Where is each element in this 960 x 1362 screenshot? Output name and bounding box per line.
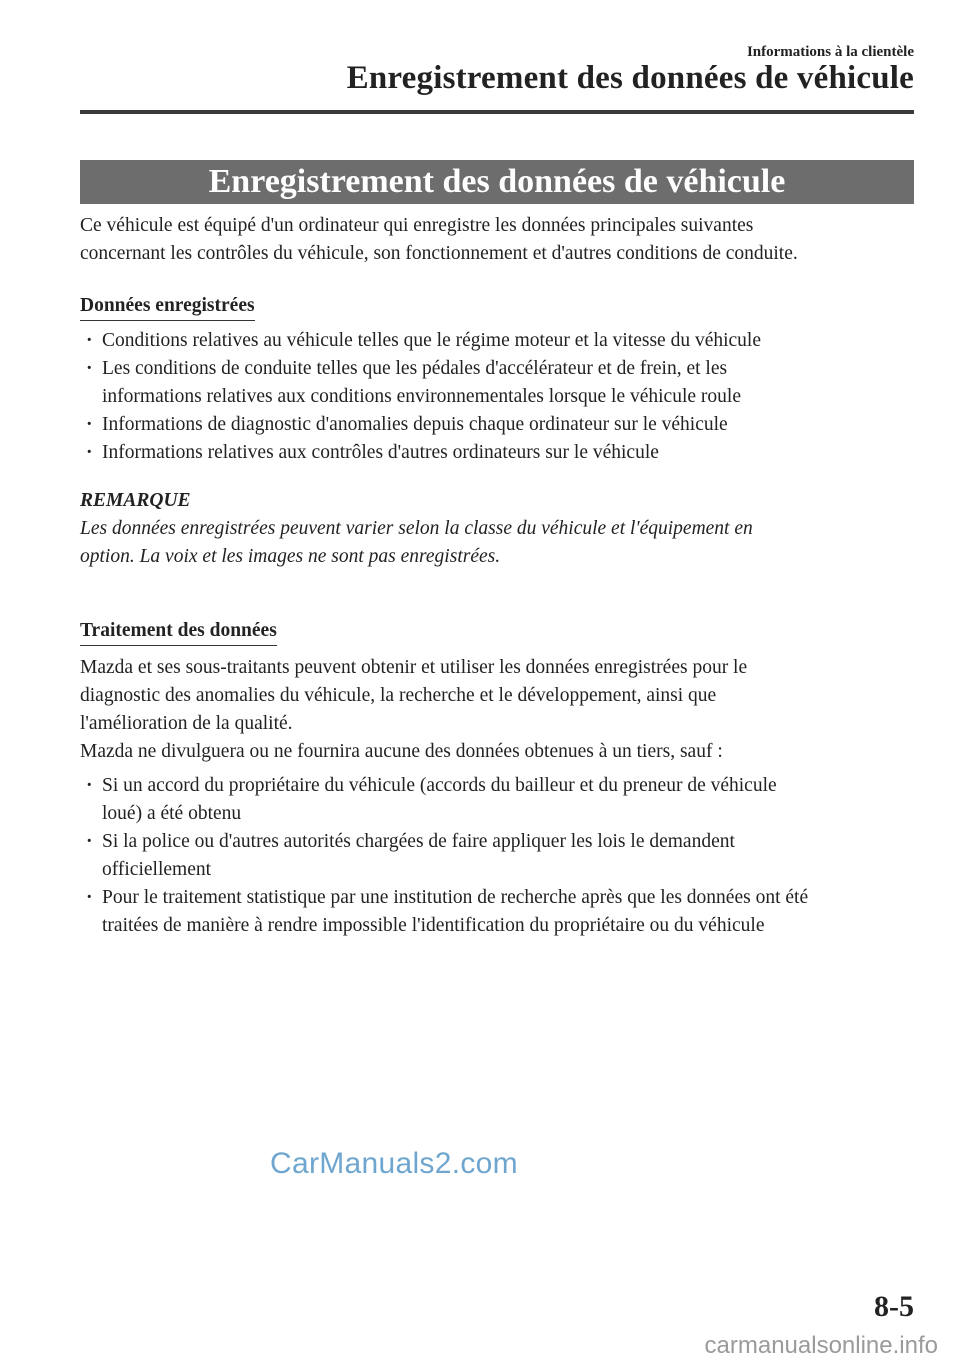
- section-heading-recorded-data: [80, 292, 916, 321]
- page-number: 8-5: [874, 1290, 914, 1323]
- section-title: Traitement des données: [80, 619, 277, 646]
- paragraph-line: l'amélioration de la qualité.: [80, 713, 293, 734]
- footer-watermark: carmanualsonline.info: [704, 1332, 938, 1359]
- list-item: · Pour le traitement statistique par une institution de recherche après que les données ont été traitées de manière à rendre impossible l'identification du propriétaire ou du véhicule: [80, 884, 916, 940]
- chapter-label: Informations à la clientèle: [746, 44, 914, 60]
- paragraph-line: diagnostic des anomalies du véhicule, la recherche et le développement, ainsi que: [80, 685, 717, 706]
- intro-line: concernant les contrôles du véhicule, son fonctionnement et d'autres conditions de conduite.: [80, 243, 798, 264]
- note-line: option. La voix et les images ne sont pas enregistrées.: [80, 546, 501, 567]
- list-item: · Si la police ou d'autres autorités chargées de faire appliquer les lois le demandent officiellement: [80, 828, 916, 884]
- intro-line: Ce véhicule est équipé d'un ordinateur qui enregistre les données principales suivantes: [80, 215, 754, 236]
- list-item: · Conditions relatives au véhicule telles que le régime moteur et la vitesse du véhicule: [80, 327, 916, 355]
- paragraph-line: Mazda et ses sous-traitants peuvent obtenir et utiliser les données enregistrées pour le: [80, 657, 748, 678]
- recorded-data-list: [80, 327, 916, 467]
- exceptions-list: [80, 772, 916, 940]
- note-block: [80, 487, 916, 571]
- list-item: · Informations relatives aux contrôles d'autres ordinateurs sur le véhicule: [80, 439, 916, 467]
- list-item: · Les conditions de conduite telles que les pédales d'accélérateur et de frein, et les informations relatives aux conditions environnementales lorsque le véhicule roule: [80, 355, 916, 411]
- note-line: Les données enregistrées peuvent varier selon la classe du véhicule et l'équipement en: [80, 518, 753, 539]
- list-item: · Si un accord du propriétaire du véhicule (accords du bailleur et du preneur de véhicule loué) a été obtenu: [80, 772, 916, 828]
- header-divider: [80, 110, 914, 114]
- section-heading-data-processing: [80, 617, 916, 646]
- section-title: Données enregistrées: [80, 294, 255, 321]
- page-header-title: Enregistrement des données de véhicule: [346, 60, 914, 96]
- note-heading: REMARQUE: [80, 490, 191, 511]
- watermark-logo: CarManuals2.com: [270, 1147, 518, 1180]
- paragraph-line: Mazda ne divulguera ou ne fournira aucune des données obtenues à un tiers, sauf :: [80, 741, 723, 762]
- page-content: [80, 212, 916, 940]
- section-banner: Enregistrement des données de véhicule: [80, 160, 914, 204]
- list-item: · Informations de diagnostic d'anomalies depuis chaque ordinateur sur le véhicule: [80, 411, 916, 439]
